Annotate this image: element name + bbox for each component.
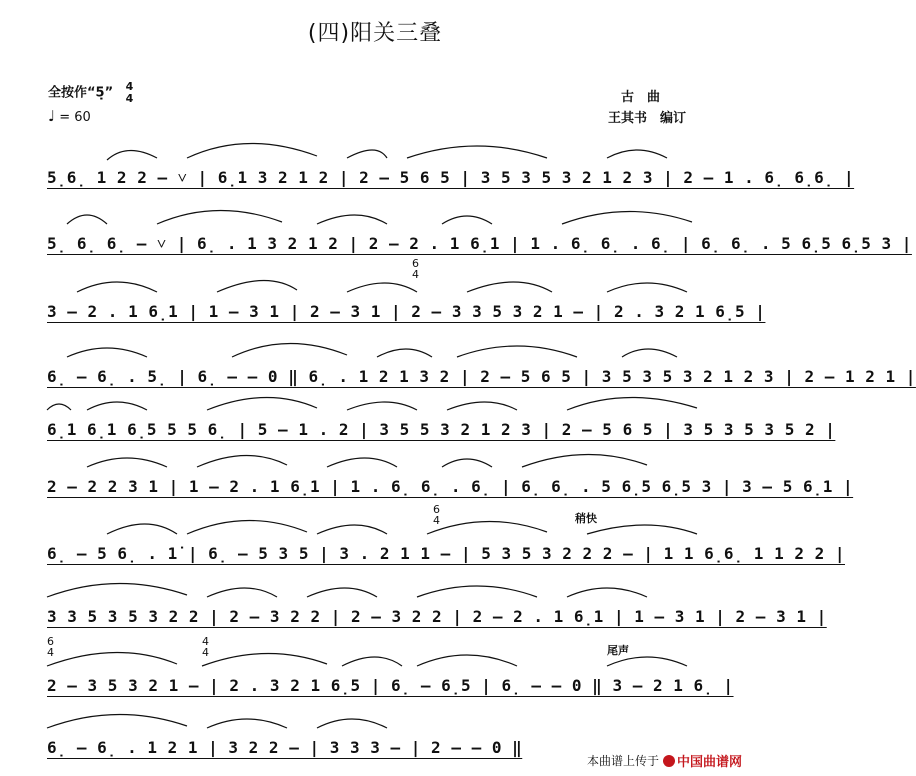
time-change-top: 6 [47, 635, 54, 648]
tempo-change-label: 稍快 [575, 512, 597, 525]
notation-row: 3 – 2 . 1 6̣1 | 1 – 3 1 | 2 – 3 1 | 2 – 3 3 5 3 2 1 – | 2 . 3 2 1 6̣5 | [47, 302, 766, 321]
time-bottom: 4 [125, 92, 134, 105]
notation-row: 2 – 3 5 3 2 1 – | 2 . 3 2 1 6̣5 | 6̣ – 6̣5 | 6̣ – – 0 ‖ 3 – 2 1 6̣ | [47, 676, 734, 695]
coda-label: 尾声 [607, 644, 629, 657]
tempo-marking [48, 107, 91, 125]
staff-line [47, 128, 855, 188]
site-logo[interactable] [663, 751, 742, 770]
time-change-bottom: 4 [202, 646, 209, 659]
site-footer [587, 751, 742, 770]
notation-row: 6̣ – 5 6̣ . 1̇ | 6̣ – 5 3 5 | 3 . 2 1 1 – | 5 3 5 3 2 2 2 – | 1 1 6̣6̣ 1 1 2 2 | [47, 544, 845, 563]
staff-line [47, 380, 836, 440]
staff-line [47, 698, 707, 758]
notation-row: 2 – 2 2 3 1 | 1 – 2 . 1 6̣1 | 1 . 6̣ 6̣ . 6̣ | 6̣ 6̣ . 5 6̣5 6̣5 3 | 3 – 5 6̣1 | [47, 477, 854, 496]
time-change-bottom: 4 [47, 646, 54, 659]
time-change-bottom: 4 [433, 514, 440, 527]
attribution-origin: 古 曲 [621, 90, 661, 105]
time-top: 4 [125, 80, 134, 93]
staff-line [47, 257, 766, 322]
staff-line [47, 194, 912, 254]
time-change-bottom: 4 [412, 268, 419, 281]
site-logo-icon [663, 755, 675, 767]
time-change [202, 636, 209, 658]
time-change [412, 258, 419, 280]
notation-row: 6̣ – 6̣ . 1 2 1 | 3 2 2 – | 3 3 3 – | 2 – – 0 ‖ [47, 738, 523, 757]
notation-row: 6̣ – 6̣ . 5̣ | 6̣ – – 0 ‖ 6̣ . 1 2 1 3 2 | 2 – 5 6 5 | 3 5 3 5 3 2 1 2 3 | 2 – 1 2 1 | [47, 367, 916, 386]
time-signature [126, 81, 134, 105]
time-change-top: 4 [202, 635, 209, 648]
notation-row: 5̣6̣ 1 2 2 – ˅ | 6̣1 3 2 1 2 | 2 – 5 6 5 | 3 5 3 5 3 2 1 2 3 | 2 – 1 . 6̣ 6̣6̣ | [47, 168, 855, 187]
attribution-editor: 王其书 编订 [608, 111, 687, 126]
staff-line [47, 503, 845, 564]
page-title: (四)阳关三叠 [307, 21, 443, 46]
time-change-top: 6 [433, 503, 440, 516]
notation-row: 5̣ 6̣ 6̣ – ˅ | 6̣ . 1 3 2 1 2 | 2 – 2 . 1 6̣1 | 1 . 6̣ 6̣ . 6̣ | 6̣ 6̣ . 5 6̣5 6̣5 3 | [47, 234, 912, 253]
time-change [47, 636, 54, 658]
staff-line [47, 437, 854, 497]
staff-line [47, 635, 734, 696]
staff-line [47, 567, 827, 627]
footer-label: 本曲谱上传于 [586, 754, 659, 768]
site-name: 中国曲谱网 [676, 755, 742, 770]
notation-row: 3 3 5 3 5 3 2 2 | 2 – 3 2 2 | 2 – 3 2 2 | 2 – 2 . 1 6̣1 | 1 – 3 1 | 2 – 3 1 | [47, 607, 827, 626]
notation-row: 6̣1 6̣1 6̣5 5 5 6̣ | 5 – 1 . 2 | 3 5 5 3 2 1 2 3 | 2 – 5 6 5 | 3 5 3 5 3 5 2 | [47, 420, 836, 439]
time-change-top: 6 [412, 257, 419, 270]
staff-line [47, 327, 916, 387]
key-text: 全按作“5̣” [48, 85, 114, 101]
quarter-note-icon: ♩ [48, 107, 56, 125]
key-signature [48, 81, 133, 105]
tempo-value: = 60 [59, 110, 91, 125]
time-change [433, 504, 440, 526]
